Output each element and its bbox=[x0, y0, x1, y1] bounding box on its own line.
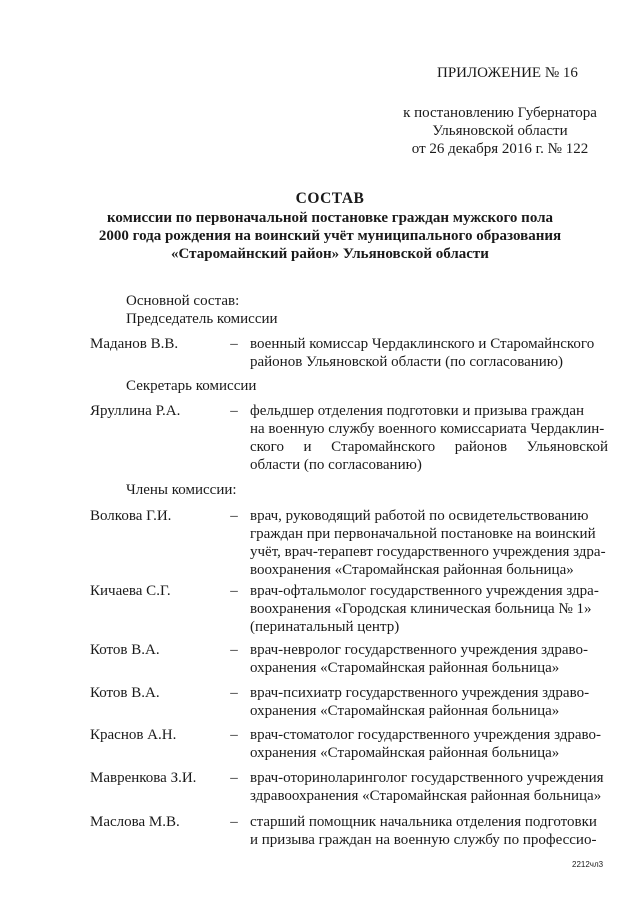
member-name: Краснов А.Н. bbox=[90, 727, 177, 743]
dash-separator: – bbox=[230, 727, 238, 743]
member-name: Яруллина Р.А. bbox=[90, 403, 181, 419]
annex-line: к постановлению Губернатора bbox=[403, 105, 597, 121]
member-name: Маданов В.В. bbox=[90, 336, 179, 352]
member-role: фельдшер отделения подготовки и призыва граждан на военную службу военного комиссариата Чердаклин- ского и Старомайнского районов Ульяновской области (по согласованию) bbox=[250, 403, 608, 473]
heading-line: комиссии по первоначальной постановке граждан мужского пола bbox=[106, 210, 554, 226]
annex-line: от 26 декабря 2016 г. № 122 bbox=[411, 141, 589, 157]
member-role: врач-психиатр государственного учреждения здраво- охранения «Старомайнская районная больница» bbox=[250, 685, 590, 719]
dash-separator: – bbox=[230, 642, 238, 658]
member-role: врач-офтальмолог государственного учреждения здра- воохранения «Городская клиническая больница № 1» (перинатальный центр) bbox=[250, 583, 599, 635]
dash-separator: – bbox=[230, 508, 238, 524]
section-members: Члены комиссии: bbox=[126, 482, 237, 498]
section-main: Основной состав: bbox=[126, 293, 240, 309]
annex-block bbox=[400, 64, 600, 158]
member-role: врач-стоматолог государственного учреждения здраво- охранения «Старомайнская районная больница» bbox=[250, 727, 601, 761]
dash-separator: – bbox=[230, 403, 238, 419]
dash-separator: – bbox=[230, 336, 238, 352]
member-role: врач-оториноларинголог государственного учреждения здравоохранения «Старомайнская районная больница» bbox=[250, 770, 604, 804]
member-name: Котов В.А. bbox=[90, 642, 160, 658]
dash-separator: – bbox=[230, 685, 238, 701]
member-name: Кичаева С.Г. bbox=[90, 583, 171, 599]
section-secretary: Секретарь комиссии bbox=[126, 378, 257, 394]
member-role: врач-невролог государственного учреждения здраво- охранения «Старомайнская районная больница» bbox=[250, 642, 589, 676]
member-name: Волкова Г.И. bbox=[90, 508, 172, 524]
document-heading bbox=[60, 190, 600, 263]
annex-line: Ульяновской области bbox=[432, 123, 568, 139]
heading-title: СОСТАВ bbox=[295, 190, 365, 207]
footer-code: 2212чл3 bbox=[572, 860, 604, 869]
member-name: Котов В.А. bbox=[90, 685, 160, 701]
dash-separator: – bbox=[230, 770, 238, 786]
heading-line: «Старомайнский район» Ульяновской области bbox=[171, 246, 489, 262]
member-name: Мавренкова З.И. bbox=[90, 770, 197, 786]
annex-title: ПРИЛОЖЕНИЕ № 16 bbox=[437, 65, 578, 81]
heading-line: 2000 года рождения на воинский учёт муниципального образования bbox=[98, 228, 562, 244]
member-name: Маслова М.В. bbox=[90, 814, 180, 830]
member-role: военный комиссар Чердаклинского и Старомайнского районов Ульяновской области (по согласованию) bbox=[250, 336, 595, 370]
dash-separator: – bbox=[230, 583, 238, 599]
section-chairman: Председатель комиссии bbox=[126, 311, 278, 327]
member-role: врач, руководящий работой по освидетельствованию граждан при первоначальной постановке на воинский учёт, врач-терапевт государственного учреждения здра- воохранения «Старомайнская районная больница» bbox=[250, 508, 606, 578]
dash-separator: – bbox=[230, 814, 238, 830]
member-role: старший помощник начальника отделения подготовки и призыва граждан на военную службу по профессио- bbox=[250, 814, 597, 848]
